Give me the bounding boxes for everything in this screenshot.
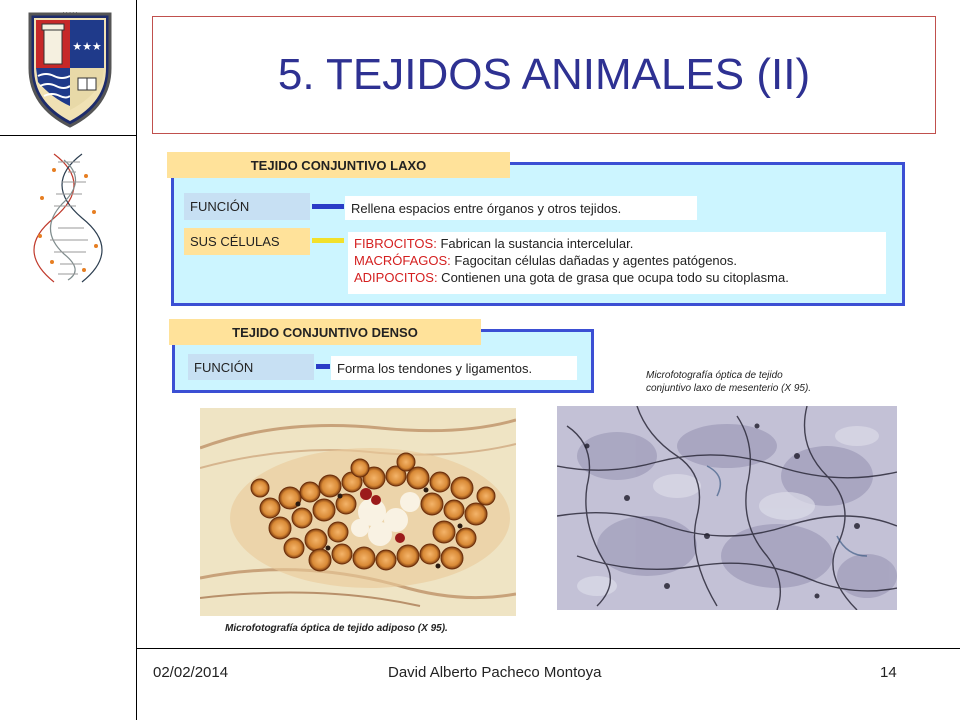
laxo-funcion-label: FUNCIÓN: [184, 193, 310, 220]
svg-text:★★★: ★★★: [72, 40, 102, 53]
celula-desc: Fagocitan células dañadas y agentes patógenos.: [450, 253, 737, 268]
dna-helix-icon: [24, 150, 112, 286]
celula-name: FIBROCITOS:: [354, 236, 437, 251]
caption-laxo: [646, 369, 906, 395]
sidebar-divider: [136, 0, 137, 720]
celula-name: ADIPOCITOS:: [354, 270, 438, 285]
adipose-tissue-photo: [200, 408, 516, 616]
denso-funcion-text: Forma los tendones y ligamentos.: [331, 356, 577, 380]
slide-title: 5. TEJIDOS ANIMALES (II): [277, 50, 811, 99]
caption-laxo-line2: conjuntivo laxo de mesenterio (X 95).: [646, 383, 812, 394]
caption-adiposo: Microfotografía óptica de tejido adiposo (X 95).: [225, 623, 448, 634]
denso-funcion-connector: [316, 364, 330, 369]
celula-item-macrofagos: [354, 252, 880, 269]
laxo-header: TEJIDO CONJUNTIVO LAXO: [167, 152, 510, 178]
laxo-funcion-text: Rellena espacios entre órganos y otros tejidos.: [345, 196, 697, 220]
laxo-celulas-list: [348, 232, 886, 294]
celula-desc: Contienen una gota de grasa que ocupa todo su citoplasma.: [437, 270, 789, 285]
denso-header: TEJIDO CONJUNTIVO DENSO: [169, 319, 481, 345]
celula-desc: Fabrican la sustancia intercelular.: [436, 236, 634, 251]
title-box: [152, 16, 936, 134]
laxo-celulas-connector: [312, 238, 344, 243]
school-crest-logo: [24, 6, 116, 130]
footer-page-number: 14: [880, 664, 897, 681]
laxo-celulas-label: SUS CÉLULAS: [184, 228, 310, 255]
svg-text:· · · · ·: · · · · ·: [62, 10, 78, 16]
celula-name: MACRÓFAGOS:: [354, 253, 451, 268]
laxo-funcion-connector: [312, 204, 344, 209]
caption-laxo-line1: Microfotografía óptica de tejido: [646, 370, 783, 381]
celula-item-adipocitos: [354, 269, 880, 286]
denso-funcion-label: FUNCIÓN: [188, 354, 314, 380]
logo-divider: [0, 135, 136, 136]
footer-divider: [136, 648, 960, 649]
loose-connective-tissue-photo: [557, 406, 897, 610]
footer-date: 02/02/2014: [153, 664, 229, 681]
celula-item-fibrocitos: [354, 235, 880, 252]
footer-author: David Alberto Pacheco Montoya: [388, 664, 602, 681]
